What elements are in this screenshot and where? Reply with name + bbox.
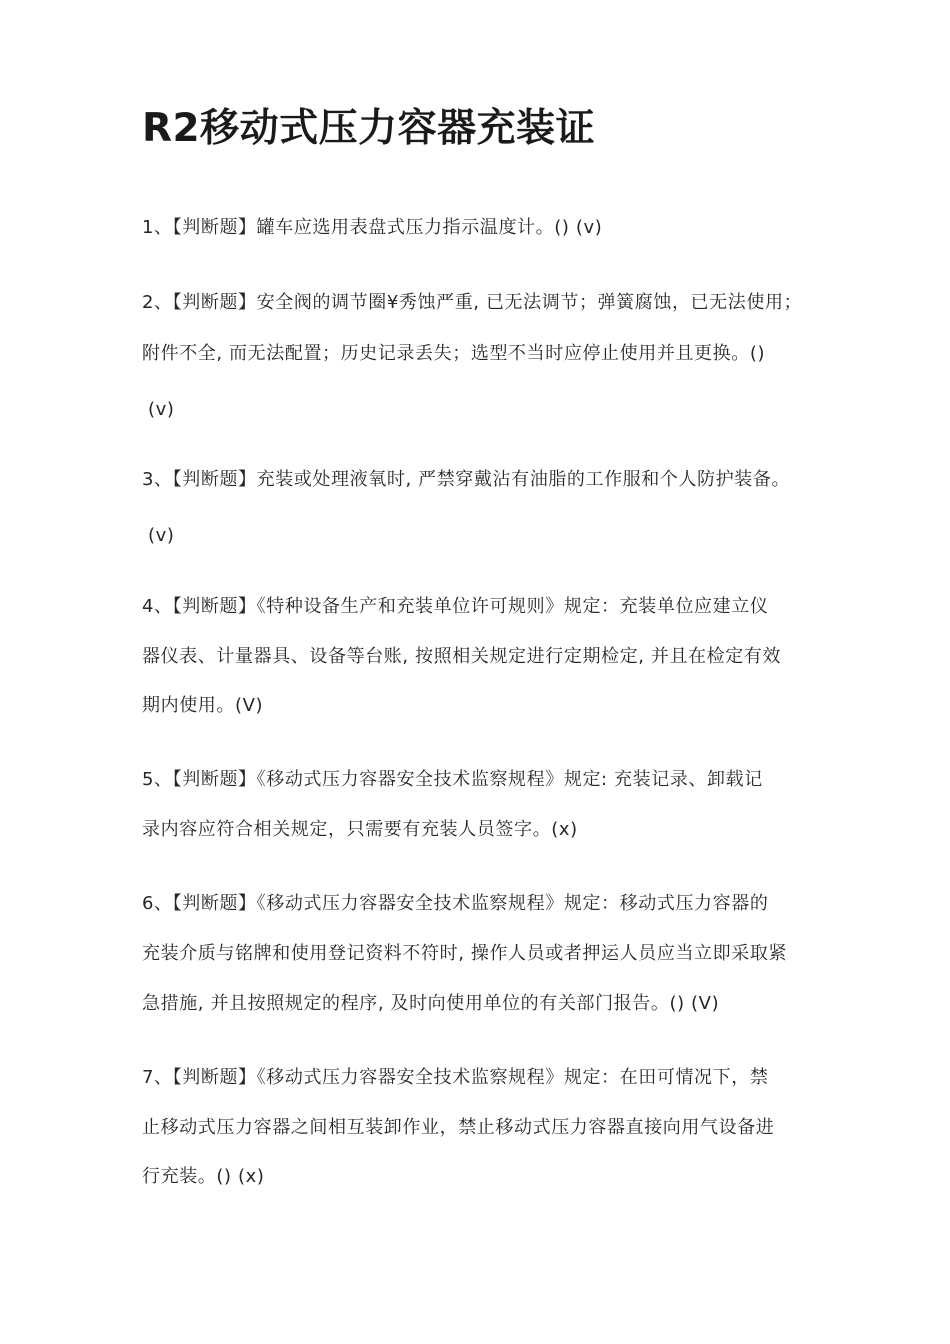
question-7-line-1: 7、【判断题】《移动式压力容器安全技术监察规程》规定：在田可情况下，禁 [142, 1067, 769, 1088]
question-2-line-1: 2、【判断题】安全阀的调节圈¥秀蚀严重, 已无法调节；弹簧腐蚀，已无法使用； [142, 292, 803, 313]
question-4-line-2: 器仪表、计量器具、设备等台账, 按照相关规定进行定期检定, 并且在检定有效 [142, 646, 782, 667]
question-5-line-2: 录内容应符合相关规定，只需要有充装人员签字。(x) [142, 819, 578, 840]
question-1-line-1: 1、【判断题】罐车应选用表盘式压力指示温度计。() (v) [142, 217, 603, 238]
question-2-line-2: 附件不全, 而无法配置；历史记录丢失；选型不当时应停止使用并且更换。() [142, 343, 766, 364]
question-5-line-1: 5、【判断题】《移动式压力容器安全技术监察规程》规定: 充装记录、卸载记 [142, 769, 763, 790]
question-6-line-3: 急措施, 并且按照规定的程序, 及时向使用单位的有关部门报告。() (V) [142, 993, 720, 1014]
question-7-line-3: 行充装。() (x) [142, 1166, 265, 1187]
question-4-line-1: 4、【判断题】《特种设备生产和充装单位许可规则》规定：充装单位应建立仪 [142, 596, 769, 617]
question-6-line-1: 6、【判断题】《移动式压力容器安全技术监察规程》规定：移动式压力容器的 [142, 893, 769, 914]
question-3-line-1: 3、【判断题】充装或处理液氧时, 严禁穿戴沾有油脂的工作服和个人防护装备。 [142, 469, 791, 490]
question-6-line-2: 充装介质与铭牌和使用登记资料不符时, 操作人员或者押运人员应当立即采取紧 [142, 943, 788, 964]
question-4-line-3: 期内使用。(V) [142, 695, 264, 716]
question-2-answer: (v) [148, 399, 175, 420]
question-3-answer: (v) [148, 525, 175, 546]
question-7-line-2: 止移动式压力容器之间相互装卸作业，禁止移动式压力容器直接向用气设备进 [142, 1117, 775, 1138]
document-title: R2移动式压力容器充装证 [142, 106, 596, 151]
